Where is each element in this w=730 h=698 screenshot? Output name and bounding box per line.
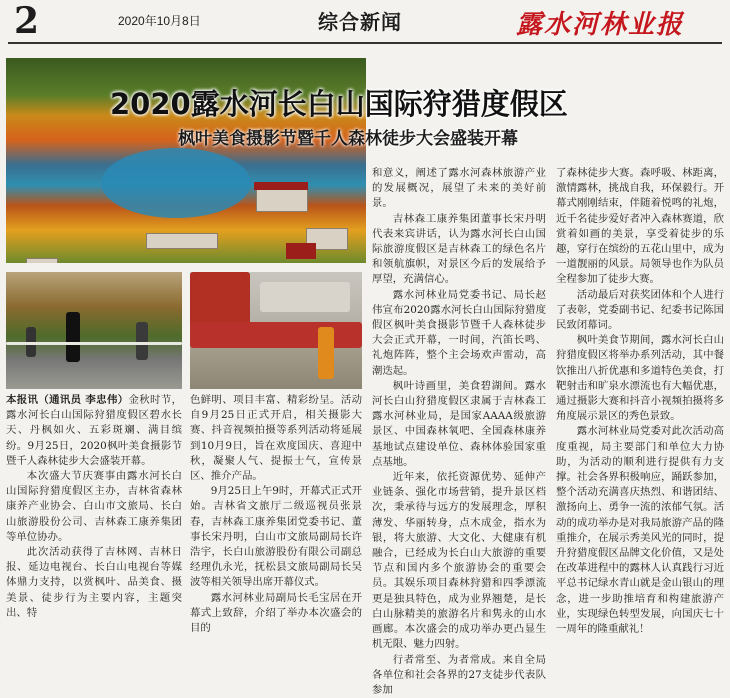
participants-crowd (190, 322, 362, 348)
red-roof-house (286, 243, 316, 259)
paragraph: 露水河林业局党委书记、局长赵伟宣布2020露水河长白山国际狩猎度假区枫叶美食摄影节暨千人森林徒步大会正式开幕，一时间，汽笛长鸣、礼炮阵阵，整个主会场欢声雷动，高潮迭起。 (372, 288, 546, 379)
lake-shape (101, 148, 251, 218)
paragraph: 9月25日上午9时，开幕式正式开始。吉林省文旅厅二级巡视员张景春，吉林森工康养集团党委书记、董事长宋丹明，白山市文旅局副局长许浩宇，长白山旅游股份有限公司副总经理仇永光，抚松县文旅局副局长吴波等相关领导出席开幕仪式。 (190, 484, 362, 590)
article-column-3 (372, 166, 546, 698)
paragraph: 枫叶诗画里，美食碧湖间。露水河长白山狩猎度假区隶属于吉林森工露水河林业局，是国家AAAA级旅游景区、中国森林氧吧、全国森林康养基地试点建设单位、森林体验国家重点基地。 (372, 379, 546, 470)
paragraph: 近年来，依托资源优势、延伸产业链条、强化市场营销，提升景区档次，秉承待与远方的发展理念，厚积薄发、华丽转身，点木成金，指水为银，将大旅游、大文化、大健康有机融合，已经成为长白山大旅游的重要节点和国内多个旅游协会的重要会员。其娱乐项目森林狩猎和四季漂流更是独具特色，成为业界翘楚，是长白山脉精美的旅游名片和隽永的山水画廊。本次盛会的成功举办更凸显生机无限、魅力四射。 (372, 470, 546, 652)
paragraph (6, 393, 182, 469)
page-number: 2 (14, 0, 39, 42)
article-subtitle: 枫叶美食摄影节暨千人森林徒步大会盛装开幕 (178, 124, 518, 149)
resort-roof (254, 182, 308, 190)
finish-tape (6, 342, 182, 345)
page-header (0, 0, 730, 42)
paragraph: 色鲜明、项目丰富、精彩纷呈。活动自9月25日正式开启，相关摄影大赛、抖音视频拍摄等系列活动将延展到10月9日，旨在欢度国庆、喜迎中秋，凝聚人气、提振士气，宣传景区、推介产品。 (190, 393, 362, 484)
article-title: 2020露水河长白山国际狩猎度假区 (110, 82, 568, 123)
section-title: 综合新闻 (318, 6, 402, 35)
paragraph: 行者常至、为者常成。来自全局各单位和社会各界的27支徒步代表队参加 (372, 653, 546, 698)
building-facade (260, 282, 350, 312)
paragraph: 活动最后对获奖团体和个人进行了表彰，党委副书记、纪委书记陈国民致闭幕词。 (556, 288, 724, 334)
runner-figure (66, 312, 80, 362)
paragraph: 本次盛大节庆赛事由露水河长白山国际狩猎度假区主办，吉林省森林康养产业协会、白山市文旅局、长白山旅游股份公司、吉林森工康养集团等单位协办。 (6, 469, 182, 545)
paragraph: 吉林森工康养集团董事长宋丹明代表来宾讲话，认为露水河长白山国际旅游度假区是吉林森工的绿色名片和领航旗帜，对景区今后的发展给予厚望，充满信心。 (372, 212, 546, 288)
issue-date: 2020年10月8日 (118, 12, 201, 29)
spectator-figure-2 (136, 322, 148, 360)
paragraph: 了森林徒步大赛。森呼吸、林距离，激情露林，挑战自我，环保毅行。开幕式刚刚结束，伴随着悦鸣的礼炮，近千名徒步爱好者冲入森林赛道，欣赏着如画的美景，享受着徒步的乐趣，穿行在缤纷的五花山里中，成为一道靓丽的风景。局领导也作为队员全程参加了徒步大赛。 (556, 166, 724, 288)
photo-runner-finish-line (6, 272, 182, 389)
paragraph-text: 金秋时节，露水河长白山国际狩猎度假区碧水长天、丹枫如火、五彩斑斓、满目缤纷。9月25日，2020枫叶美食摄影节暨千人森林徒步大会盛装开幕。 (6, 394, 182, 467)
newspaper-masthead: 露水河林业报 (516, 4, 684, 41)
paragraph: 露水河林业局党委对此次活动高度重视，局主要部门和单位大力协助，为活动的顺利进行提供有力支撑。社会各界积极响应，踊跃参加，整个活动充满喜庆热烈、和谐团结、激扬向上、勇争一流的浓郁气氛。活动的成功举办是对我局旅游产品的隆重推介，在展示秀美风光的同时，提升狩猎度假区品牌文化价值，又是处在改革进程中的露林人认真践行习近平总书记绿水青山就是金山银山的理念，进一步助推培育和构建旅游产业，实现绿色转型发展，向国庆七十一周年的隆重献礼！ (556, 424, 724, 637)
paragraph: 和意义，阐述了露水河森林旅游产业的发展概况，展望了未来的美好前景。 (372, 166, 546, 212)
paragraph: 枫叶美食节期间，露水河长白山狩猎度假区将举办系列活动，其中餐饮推出八折优惠和多道特色美食，打靶射击和旷泉水漂流也有大幅优惠，通过摄影大赛和抖音小视频拍摄将多角度展示景区的秀色景致。 (556, 333, 724, 424)
article-column-1 (6, 393, 182, 621)
paragraph: 露水河林业局副局长毛宝居在开幕式上致辞，介绍了举办本次盛会的目的 (190, 591, 362, 637)
cabin (26, 258, 58, 263)
byline: 本报讯（通讯员 李忠伟） (6, 394, 129, 406)
hiker-orange-jacket (318, 327, 334, 379)
header-rule (8, 42, 722, 44)
lakeside-pier (146, 233, 218, 249)
photo-hiking-crowd (190, 272, 362, 389)
article-column-4 (556, 166, 724, 637)
paragraph: 此次活动获得了吉林网、吉林日报、延边电视台、长白山电视台等媒体鼎力支持，以赏枫叶、品美食、摄美景、徒步行为主要内容，主题突出、特 (6, 545, 182, 621)
resort-building (256, 188, 308, 212)
